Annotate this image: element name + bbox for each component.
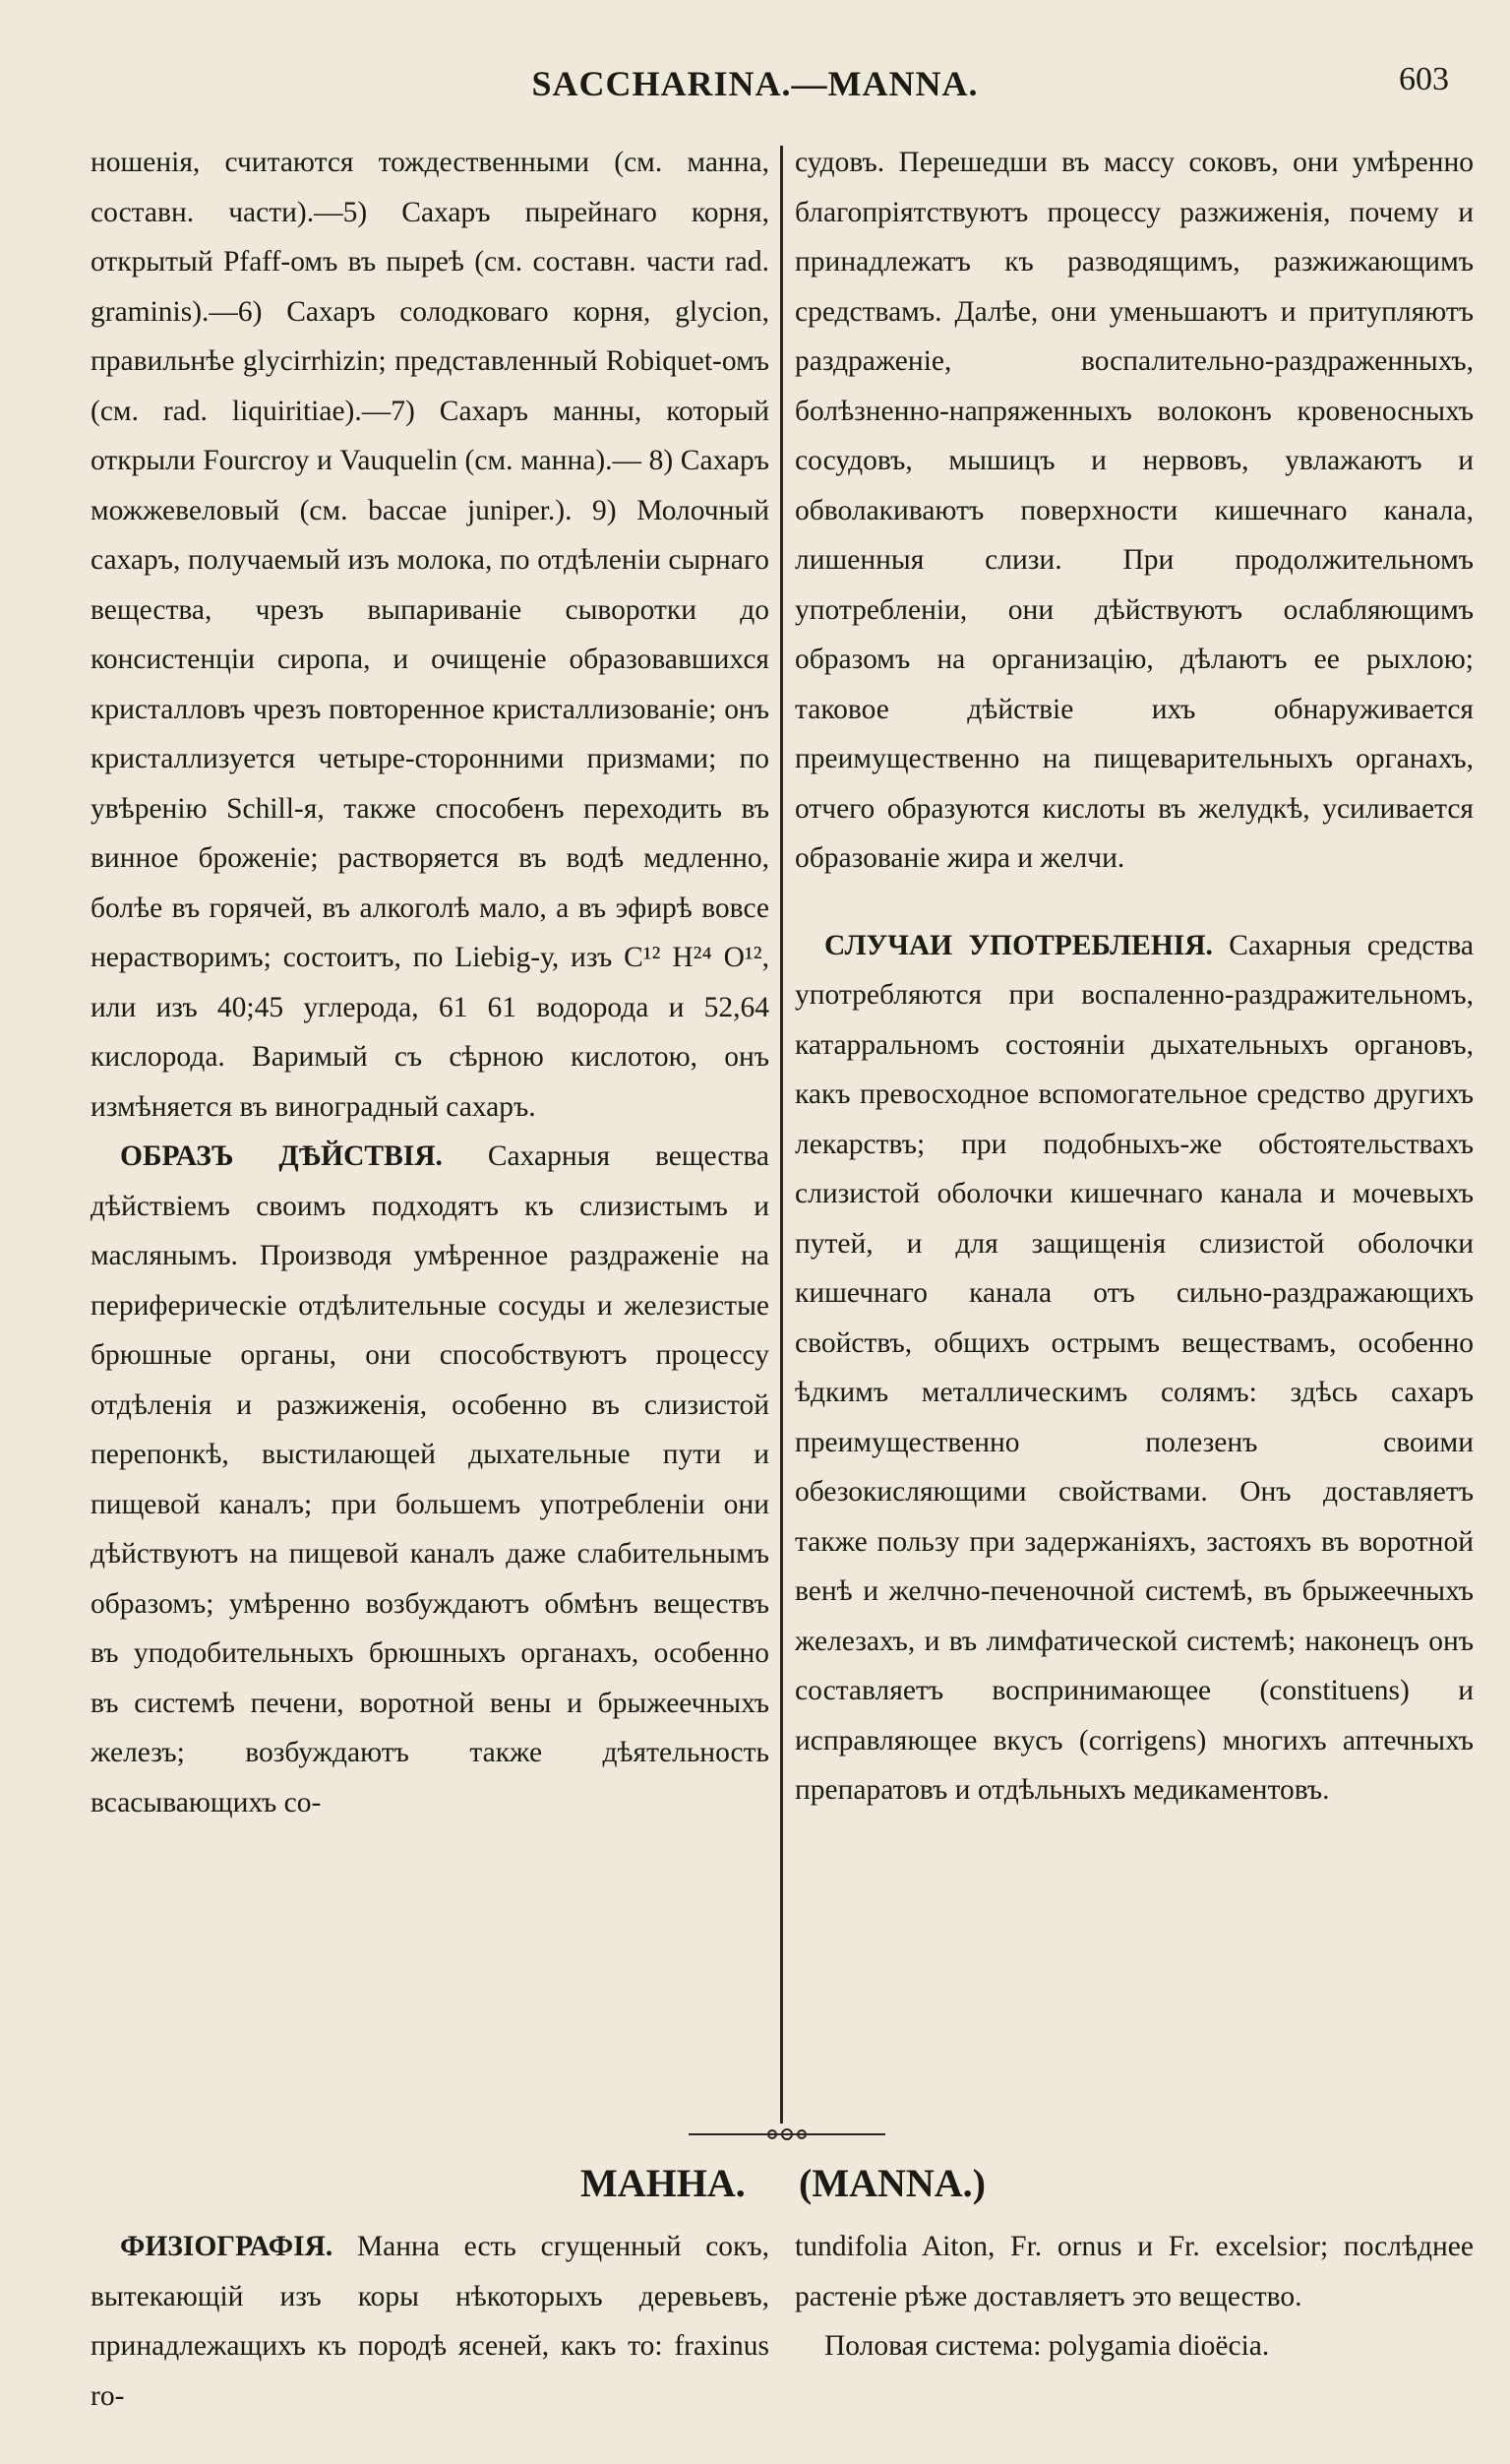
- page-number: 603: [1399, 61, 1449, 97]
- manna-latin-title: (MANNA.): [799, 2161, 986, 2205]
- manna-left-column: [91, 2222, 769, 2421]
- left-paragraph-2: [91, 1132, 769, 1827]
- left-paragraph-2-text: Сахарныя вещества дѣйствіемъ своимъ подходятъ къ слизистымъ и маслянымъ. Производя умѣренное раздраженіе на периферическіе отдѣлительные сосуды и железистые брюшные органы, они способствуютъ процессу отдѣленія и разжиженія, особенно въ слизистой перепонкѣ, выстилающей дыхательные пути и пищевой каналъ; при большемъ употребленіи они дѣйствуютъ на пищевой каналъ даже слабительнымъ образомъ; умѣренно возбуждаютъ обмѣнъ веществъ въ уподобительныхъ брюшныхъ органахъ, особенно въ системѣ печени, воротной вены и брыжеечныхъ железъ; возбуждаютъ также дѣятельность всасывающихъ со-: [91, 1140, 769, 1818]
- running-title: SACCHARINA.—MANNA.: [531, 64, 979, 103]
- manna-physiography-text: Манна есть сгущенный сокъ, вытекающій изъ коры нѣкоторыхъ деревьевъ, принадлежащихъ къ породѣ ясеней, какъ то: fraxinus ro-: [91, 2231, 769, 2412]
- column-divider: [780, 146, 783, 2124]
- right-paragraph-2: [795, 921, 1474, 1816]
- manna-right-column: [795, 2222, 1474, 2372]
- left-column: [91, 138, 769, 1827]
- manna-right-text: tundifolia Aiton, Fr. ornus и Fr. excelsior; послѣднее растеніе рѣже доставляетъ это вещество.: [795, 2231, 1474, 2312]
- manna-physiography: [91, 2222, 769, 2421]
- left-paragraph-1: ношенія, считаются тождественными (см. манна, составн. части).—5) Сахаръ пырейнаго корня, открытый Pfaff-омъ въ пыреѣ (см. составн. части rad. graminis).—6) Сахаръ солодковаго корня, glycion, правильнѣе glycirrhizin; представленный Robiquet-омъ (см. rad. liquiritiae).—7) Сахаръ манны, который открыли Fourcroy и Vauquelin (см. манна).— 8) Сахаръ можжевеловый (см. baccae juniper.). 9) Молочный сахаръ, получаемый изъ молока, по отдѣленіи сырнаго вещества, чрезъ выпариваніе сыворотки до консистенціи сиропа, и очищеніе образовавшихся кристалловъ чрезъ повторенное кристаллизованіе; онъ кристаллизуется четыре-сторонними призмами; по увѣренію Schill-я, также способенъ переходить въ винное броженіе; растворяется въ водѣ медленно, болѣе въ горячей, въ алкоголѣ мало, а въ эфирѣ вовсе нерастворимъ; состоитъ, по Liebig-у, изъ C¹² H²⁴ O¹², или изъ 40;45 углерода, 61 61 водорода и 52,64 кислорода. Варимый съ сѣрною кислотою, онъ измѣняется въ виноградный сахаръ.: [91, 147, 769, 1123]
- right-paragraph-1: судовъ. Перешедши въ массу соковъ, они умѣренно благопріятствуютъ процессу разжиженія, почему и принадлежатъ къ разводящимъ, разжижающимъ средствамъ. Далѣе, они уменьшаютъ и притупляютъ раздраженіе, воспалительно-раздраженныхъ, болѣзненно-напряженныхъ волоконъ кровеносныхъ сосудовъ, мышицъ и нервовъ, увлажаютъ и обволакиваютъ поверхности кишечнаго канала, лишенныя слизи. При продолжительномъ употребленіи, они дѣйствуютъ ослабляющимъ образомъ на организацію, дѣлаютъ ее рыхлою; таковое дѣйствіе ихъ обнаруживается преимущественно на пищеварительныхъ органахъ, отчего образуются кислоты въ желудкѣ, усиливается образованіе жира и желчи.: [795, 147, 1474, 874]
- manna-sexual-system: Половая система: polygamia dioëcia.: [824, 2330, 1270, 2362]
- ornament-divider: [689, 2127, 885, 2141]
- section-heading-usage: СЛУЧАИ УПОТРЕБЛЕНІЯ.: [824, 929, 1213, 961]
- manna-title: МАННА.: [580, 2161, 746, 2205]
- right-paragraph-2-text: Сахарныя средства употребляются при воспаленно-раздражительномъ, катарральномъ состояніи дыхательныхъ органовъ, какъ превосходное вспомогательное средство другихъ лекарствъ; при подобныхъ-же обстоятельствахъ слизистой оболочки кишечнаго канала и мочевыхъ путей, и для защищенія слизистой оболочки кишечнаго канала отъ сильно-раздражающихъ свойствъ, общихъ острымъ веществамъ, особенно ѣдкимъ металлическимъ солямъ: здѣсь сахаръ преимущественно полезенъ своими обезокисляющими свойствами. Онъ доставляетъ также пользу при задержаніяхъ, застояхъ въ воротной венѣ и желчно-печеночной системѣ, въ брыжеечныхъ железахъ, и въ лимфатической системѣ; наконецъ онъ составляетъ воспринимающее (constituens) и исправляющее вкусъ (corrigens) многихъ аптечныхъ препаратовъ и отдѣльныхъ медикаментовъ.: [795, 929, 1474, 1806]
- section-heading-action: ОБРАЗЪ ДѢЙСТВІЯ.: [120, 1140, 443, 1172]
- section-heading-physiography: ФИЗІОГРАФІЯ.: [120, 2231, 333, 2262]
- page-header: [0, 59, 1510, 108]
- right-column: [795, 138, 1474, 1816]
